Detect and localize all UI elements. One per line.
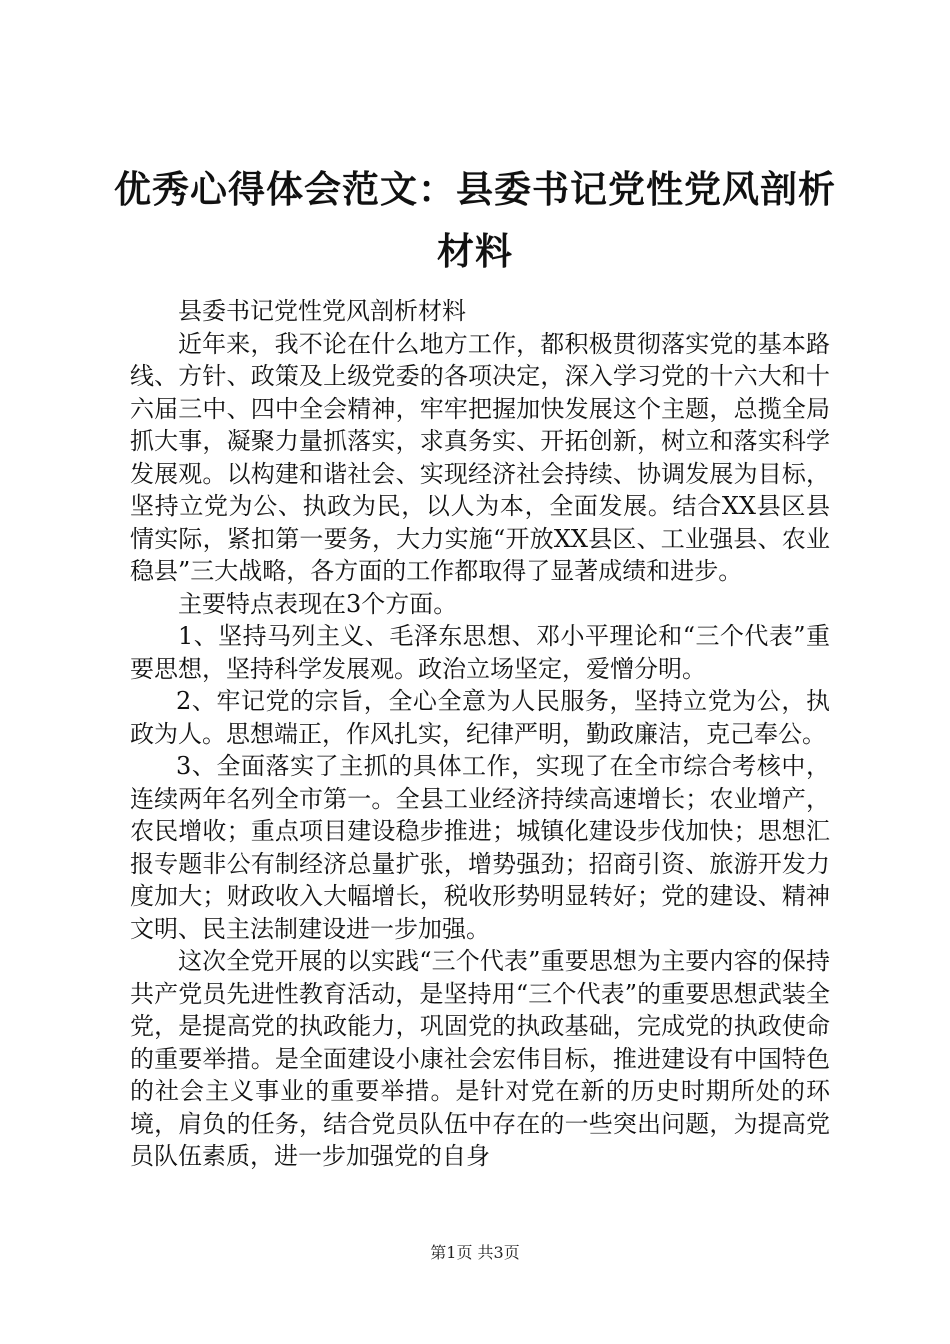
paragraph-intro: 近年来，我不论在什么地方工作，都积极贯彻落实党的基本路线、方针、政策及上级党委的各项决定，深入学习党的十六大和十六届三中、四中全会精神，牢牢把握加快发展这个主题，总揽全局抓大事，凝聚力量抓落实，求真务实、开拓创新，树立和落实科学发展观。以构建和谐社会、实现经济社会持续、协调发展为目标，坚持立党为公、执政为民，以人为本，全面发展。结合XX县区县情实际，紧扣第一要务，大力实施“开放XX县区、工业强县、农业稳县”三大战略，各方面的工作都取得了显著成绩和进步。: [130, 329, 830, 585]
paragraph-subtitle: 县委书记党性党风剖析材料: [178, 297, 466, 325]
paragraph-point-2: 2、牢记党的宗旨，全心全意为人民服务，坚持立党为公，执政为人。思想端正，作风扎实，纪律严明，勤政廉洁，克己奉公。: [130, 687, 830, 748]
document-body: [130, 295, 830, 1173]
document-title: 优秀心得体会范文：县委书记党性党风剖析材料: [114, 167, 836, 273]
paragraph-point-1: 1、坚持马列主义、毛泽东思想、邓小平理论和“三个代表”重要思想，坚持科学发展观。政治立场坚定，爱憎分明。: [130, 622, 830, 683]
page-number-footer: 第1页 共3页: [430, 1243, 520, 1262]
paragraph-summary: 主要特点表现在3个方面。: [178, 589, 458, 618]
paragraph-campaign: 这次全党开展的以实践“三个代表”重要思想为主要内容的保持共产党员先进性教育活动，是坚持用“三个代表”的重要思想武装全党，是提高党的执政能力，巩固党的执政基础，完成党的执政使命的重要举措。是全面建设小康社会宏伟目标，推进建设有中国特色的社会主义事业的重要举措。是针对党在新的历史时期所处的环境，肩负的任务，结合党员队伍中存在的一些突出问题，为提高党员队伍素质，进一步加强党的自身: [130, 947, 830, 1170]
paragraph-point-3: 3、全面落实了主抓的具体工作，实现了在全市综合考核中，连续两年名列全市第一。全县工业经济持续高速增长；农业增产，农民增收；重点项目建设稳步推进；城镇化建设步伐加快；思想汇报专题非公有制经济总量扩张，增势强劲；招商引资、旅游开发力度加大；财政收入大幅增长，税收形势明显转好；党的建设、精神文明、民主法制建设进一步加强。: [130, 752, 830, 943]
